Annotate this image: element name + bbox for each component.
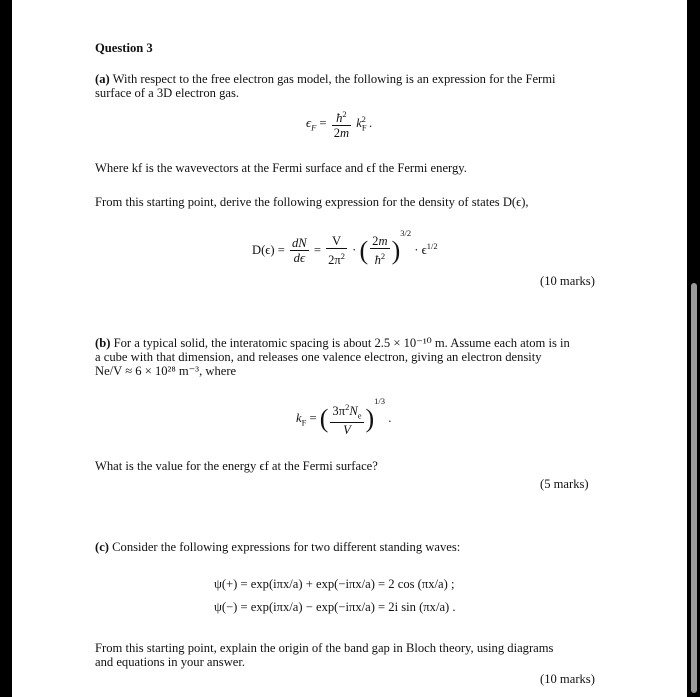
question-title: Question 3 bbox=[95, 41, 153, 55]
part-a-intro-line1: (a) With respect to the free electron gas model, the following is an expression for the Fermi bbox=[95, 72, 556, 86]
part-c-intro: (c) Consider the following expressions for two different standing waves: bbox=[95, 540, 461, 554]
part-a-label: (a) bbox=[95, 72, 110, 86]
part-c-line2: and equations in your answer. bbox=[95, 655, 246, 669]
part-a-intro-line2: surface of a 3D electron gas. bbox=[95, 86, 240, 100]
part-b-line3: Ne/V ≈ 6 × 10²⁸ m⁻³, where bbox=[95, 364, 237, 378]
fermi-energy-equation: $\epsilon_F$ = $\frac{ħ^2}{2m}$ $k_F^2$ . bbox=[306, 109, 373, 141]
part-a-where-line: Where kf is the wavevectors at the Fermi surface and ϵf the Fermi energy. bbox=[95, 161, 467, 175]
density-of-states-equation: D(ϵ) = $\frac{dN}{d\epsilon}$ = $\frac{V}{2\pi^2}$ · ( $\frac{2m}{ħ^2}$ )$^{3/2} \cdot \epsilon^{1/2}$ bbox=[252, 228, 438, 268]
standing-wave-minus-equation: ψ(−) = exp(iπx/a) − exp(−iπx/a) = 2i sin (πx/a) . bbox=[214, 600, 456, 614]
part-b-line1: (b) For a typical solid, the interatomic spacing is about 2.5 × 10⁻¹⁰ m. Assume each atom is in bbox=[95, 336, 570, 350]
scrollbar-thumb[interactable] bbox=[691, 283, 697, 693]
part-c-marks: (10 marks) bbox=[540, 672, 595, 686]
part-c-line1: From this starting point, explain the origin of the band gap in Bloch theory, using diagrams bbox=[95, 641, 554, 655]
part-c-label: (c) bbox=[95, 540, 109, 554]
part-b-question-line: What is the value for the energy ϵf at the Fermi surface? bbox=[95, 459, 378, 473]
fermi-wavevector-equation: $k_F$ = ( $\frac{3\pi^2N_e}{V}$ )$^{1/3}$ . bbox=[296, 396, 392, 438]
part-b-marks: (5 marks) bbox=[540, 477, 589, 491]
part-a-derive-line: From this starting point, derive the following expression for the density of states D(ϵ), bbox=[95, 195, 529, 209]
part-b-line2: a cube with that dimension, and releases one valence electron, giving an electron density bbox=[95, 350, 542, 364]
part-a-marks: (10 marks) bbox=[540, 274, 595, 288]
standing-wave-plus-equation: ψ(+) = exp(iπx/a) + exp(−iπx/a) = 2 cos (πx/a) ; bbox=[214, 577, 455, 591]
part-b-label: (b) bbox=[95, 336, 111, 350]
